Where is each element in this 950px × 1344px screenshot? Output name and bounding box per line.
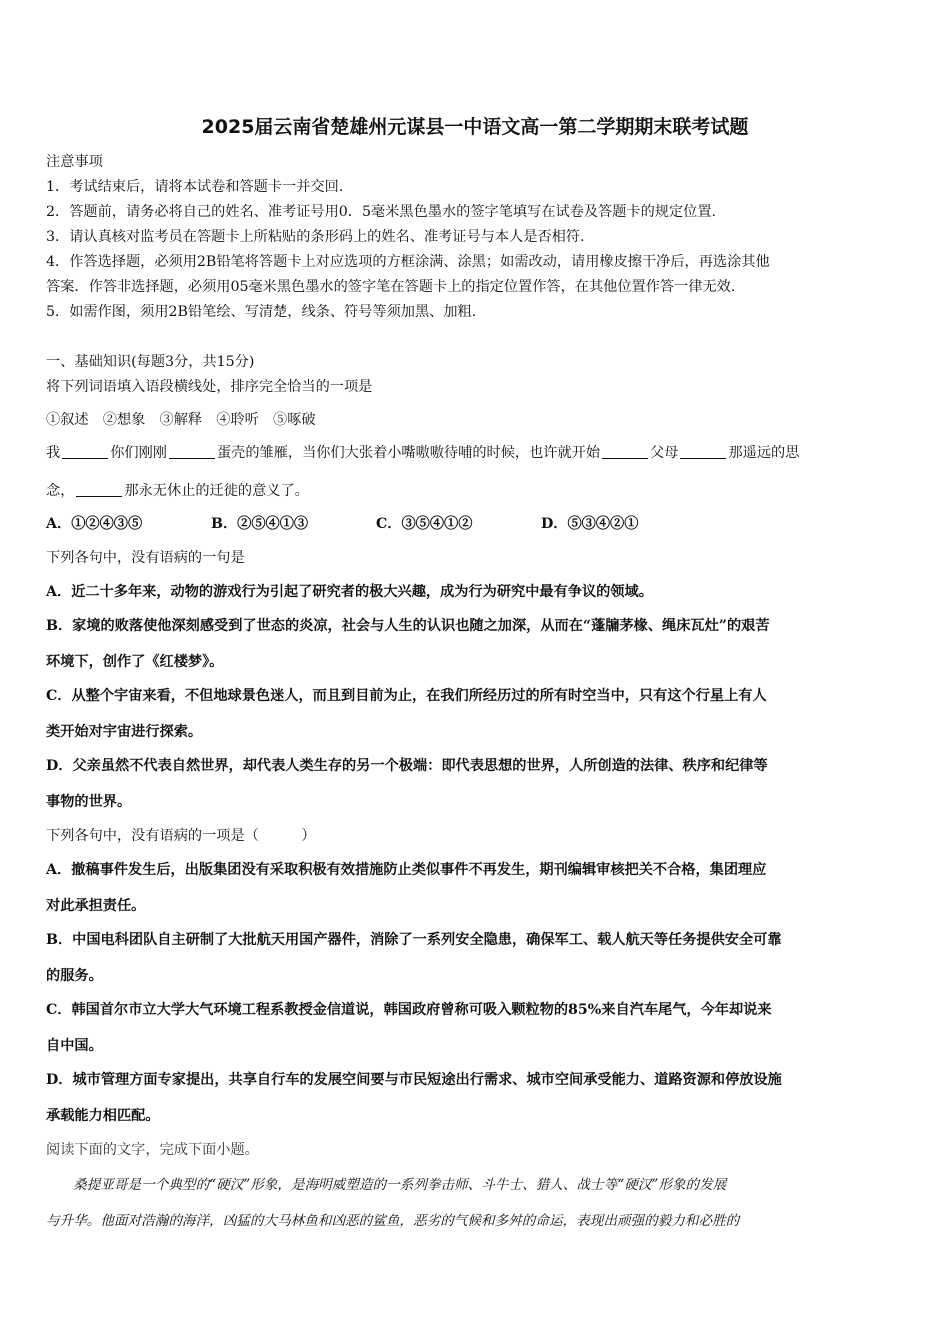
- passage-text: 那遥远的思: [728, 445, 800, 461]
- notice-item: 5．如需作图，须用2B铅笔绘、写清楚，线条、符号等须加黑、加粗.: [46, 304, 477, 320]
- option-line: C．韩国首尔市立大学大气环境工程系教授金信道说，韩国政府曾称可吸入颗粒物的85%来自汽车尾气，今年却说来: [46, 1002, 772, 1018]
- fill-blank-passage-line2: [46, 481, 309, 501]
- reading-instruction: 阅读下面的文字，完成下面小题。: [46, 1142, 259, 1158]
- blank-line: [680, 444, 726, 459]
- notice-item: 4．作答选择题，必须用2B铅笔将答题卡上对应选项的方框涂满、涂黑；如需改动，请用橡皮擦干净后，再选涂其他: [46, 254, 770, 270]
- blank-line: [169, 444, 215, 459]
- blank-line: [602, 444, 648, 459]
- passage-text: 我: [46, 445, 61, 461]
- option-d: D．⑤③④②①: [541, 516, 639, 532]
- notice-heading: 注意事项: [46, 154, 103, 170]
- option-line: C．从整个宇宙来看，不但地球景色迷人，而且到目前为止，在我们所经历过的所有时空当中，只有这个行星上有人: [46, 688, 767, 704]
- word-list: ①叙述 ②想象 ③解释 ④聆听 ⑤啄破: [46, 412, 316, 428]
- page-title: 2025届云南省楚雄州元谋县一中语文高一第二学期期末联考试题: [201, 116, 749, 138]
- reading-paragraph-line: 与升华。他面对浩瀚的海洋，凶猛的大马林鱼和凶恶的鲨鱼，恶劣的气候和多舛的命运，表现出顽强的毅力和必胜的: [46, 1213, 740, 1229]
- option-line: A．近二十多年来，动物的游戏行为引起了研究者的极大兴趣，成为行为研究中最有争议的领域。: [46, 584, 653, 600]
- passage-text: 蛋壳的雏雁，当你们大张着小嘴嗷嗷待哺的时候，也许就开始: [216, 445, 601, 461]
- passage-text: 那永无休止的迁徙的意义了。: [124, 483, 309, 499]
- passage-text: 念，: [46, 483, 75, 499]
- option-line: D．城市管理方面专家提出，共享自行车的发展空间要与市民短途出行需求、城市空间承受能力、道路资源和停放设施: [46, 1072, 782, 1088]
- option-line: 事物的世界。: [46, 794, 132, 810]
- question-stem: 下列各句中，没有语病的一项是（ ）: [46, 828, 316, 844]
- option-line: 对此承担责任。: [46, 898, 146, 914]
- blank-line: [62, 444, 108, 459]
- question-stem: 下列各句中，没有语病的一句是: [46, 550, 245, 566]
- option-line: D．父亲虽然不代表自然世界，却代表人类生存的另一个极端：即代表思想的世界，人所创造的法律、秩序和纪律等: [46, 758, 768, 774]
- option-line: B．家境的败落使他深刻感受到了世态的炎凉，社会与人生的认识也随之加深，从而在“蓬牖茅椽、绳床瓦灶”的艰苦: [46, 618, 770, 634]
- reading-paragraph-line: 桑提亚哥是一个典型的“硬汉”形象，是海明威塑造的一系列拳击师、斗牛士、猎人、战士等“硬汉”形象的发展: [46, 1177, 727, 1193]
- fill-blank-passage-line1: [46, 443, 799, 463]
- option-line: 环境下，创作了《红楼梦》。: [46, 654, 224, 670]
- section-heading: 一、基础知识(每题3分，共15分): [46, 354, 255, 370]
- passage-text: 你们刚刚: [110, 445, 167, 461]
- option-line: 自中国。: [46, 1038, 103, 1054]
- question-stem: 将下列词语填入语段横线处，排序完全恰当的一项是: [46, 379, 373, 395]
- option-b: B．②⑤④①③: [211, 516, 309, 532]
- passage-text: 父母: [650, 445, 679, 461]
- option-c: C．③⑤④①②: [376, 516, 473, 532]
- option-a: A．①②④③⑤: [46, 516, 143, 532]
- blank-line: [76, 482, 122, 497]
- notice-item: 3．请认真核对监考员在答题卡上所粘贴的条形码上的姓名、准考证号与本人是否相符.: [46, 229, 585, 245]
- notice-item: 答案．作答非选择题，必须用05毫米黑色墨水的签字笔在答题卡上的指定位置作答，在其他位置作答一律无效.: [46, 279, 736, 295]
- option-line: 承载能力相匹配。: [46, 1108, 160, 1124]
- notice-item: 2．答题前，请务必将自己的姓名、准考证号用0．5毫米黑色墨水的签字笔填写在试卷及答题卡的规定位置.: [46, 204, 717, 220]
- option-line: 的服务。: [46, 968, 103, 984]
- option-line: 类开始对宇宙进行探索。: [46, 724, 203, 740]
- notice-item: 1．考试结束后，请将本试卷和答题卡一并交回.: [46, 179, 344, 195]
- option-line: A．撤稿事件发生后，出版集团没有采取积极有效措施防止类似事件不再发生，期刊编辑审核把关不合格，集团理应: [46, 862, 767, 878]
- answer-options: [46, 514, 706, 534]
- option-line: B．中国电科团队自主研制了大批航天用国产器件，消除了一系列安全隐患，确保军工、载人航天等任务提供安全可靠: [46, 932, 782, 948]
